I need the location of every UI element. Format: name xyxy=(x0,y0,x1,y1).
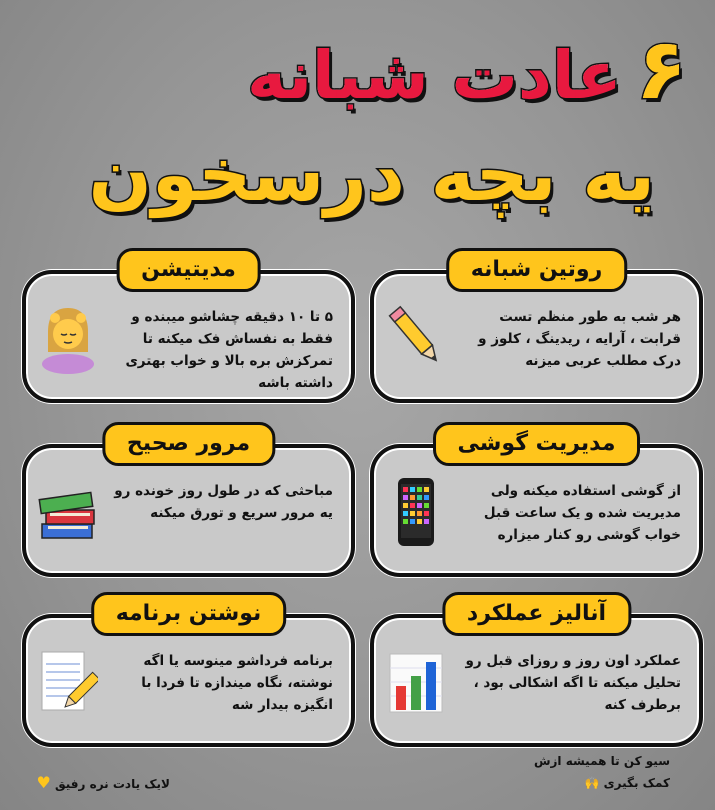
card-title: روتین شبانه xyxy=(446,248,628,292)
title-number: ۶ xyxy=(635,20,687,118)
title-line1: عادت شبانه xyxy=(247,37,622,114)
habit-card-phone-management xyxy=(370,431,703,577)
main-title xyxy=(247,20,687,118)
card-title: مدیتیشن xyxy=(116,248,261,292)
save-reminder-line2-row xyxy=(534,772,670,794)
pencil-icon xyxy=(386,302,446,374)
card-title: مرور صحیح xyxy=(102,422,275,466)
meditating-woman-icon xyxy=(38,302,98,374)
card-text: برنامه فرداشو مینوسه یا اگه نوشته، نگاه میندازه تا فردا با انگیزه بیدار شه xyxy=(141,653,333,713)
memo-icon xyxy=(38,646,98,718)
save-reminder xyxy=(534,750,670,794)
card-title: مدیریت گوشی xyxy=(433,422,641,466)
habit-card-performance-analysis xyxy=(370,601,703,747)
like-reminder xyxy=(36,773,170,792)
save-reminder-line1: سیو کن تا همیشه ازش xyxy=(533,754,670,768)
smartphone-icon xyxy=(386,476,446,548)
books-icon xyxy=(38,476,98,548)
like-reminder-text: لایک یادت نره رفیق xyxy=(54,777,170,791)
habit-card-meditation xyxy=(22,257,355,403)
card-title: نوشتن برنامه xyxy=(91,592,287,636)
card-text: از گوشی استفاده میکنه ولی مدیریت شده و یک ساعت قبل خواب گوشی رو کنار میزاره xyxy=(483,483,681,543)
card-text: عملکرد اون روز و روزای قبل رو تحلیل میکنه تا اگه اشکالی بود ، برطرف کنه xyxy=(465,653,681,713)
habit-card-write-plan xyxy=(22,601,355,747)
save-reminder-line2: کمک بگیری xyxy=(603,776,670,790)
habit-card-night-routine xyxy=(370,257,703,403)
subtitle: یه بچه درسخون xyxy=(88,132,655,218)
habit-card-proper-review xyxy=(22,431,355,577)
card-text: مباحثی که در طول روز خونده رو یه مرور سریع و تورق میکنه xyxy=(114,483,333,521)
card-text: هر شب به طور منظم تست قرابت ، آرایه ، ریدینگ ، کلوز و درک مطلب عربی میزنه xyxy=(478,309,681,369)
bar-chart-icon xyxy=(386,646,446,718)
raised-hands-icon: 🙌 xyxy=(584,776,600,790)
card-title: آنالیز عملکرد xyxy=(442,592,631,636)
yellow-heart-icon: ♥ xyxy=(36,773,51,792)
card-text: ۵ تا ۱۰ دقیقه چشاشو میبنده و فقط به نفساش فک میکنه تا تمرکزش بره بالا و خواب بهتری داشته باشه xyxy=(125,309,333,391)
